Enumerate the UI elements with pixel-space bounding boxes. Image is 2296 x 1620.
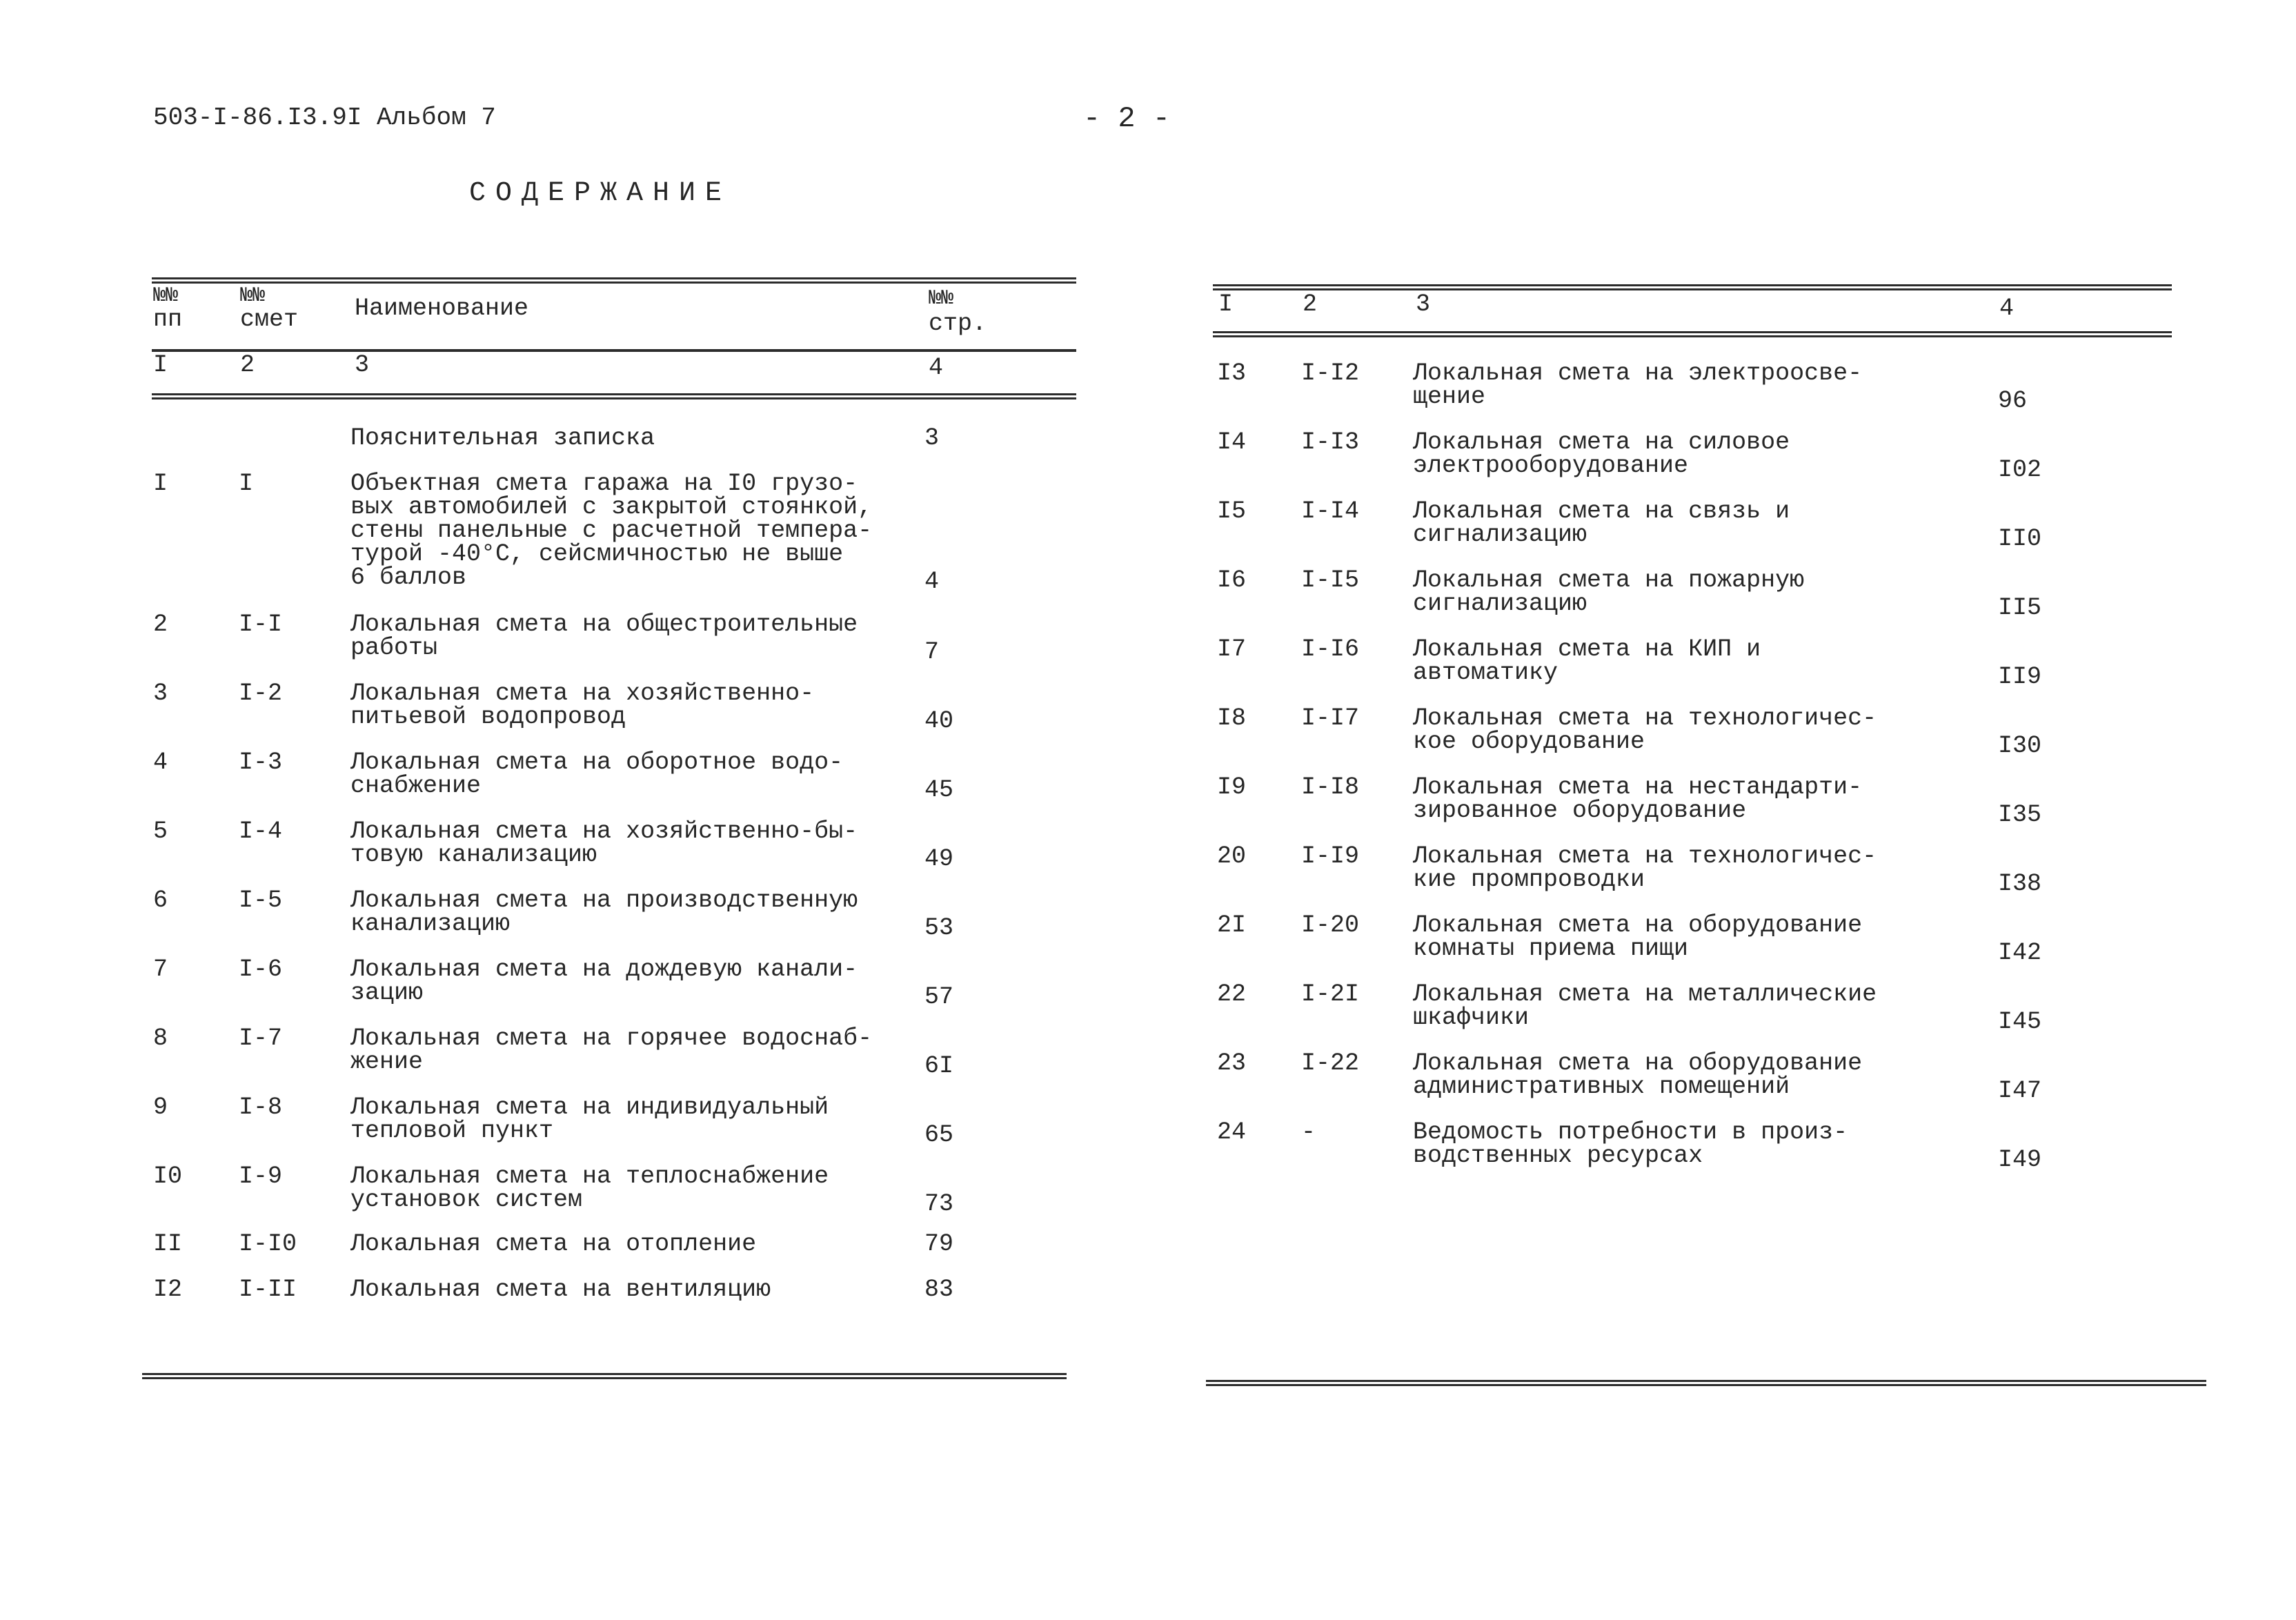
- page-ref: I30: [1998, 732, 2042, 760]
- page-ref: 73: [924, 1190, 954, 1218]
- item-name-line: Локальная смета на металлические: [1413, 980, 1877, 1008]
- row-number: 20: [1217, 842, 1247, 870]
- estimate-number: I: [239, 470, 254, 497]
- col-number-3: 3: [355, 351, 370, 379]
- item-name-line: Локальная смета на дождевую канали-: [350, 956, 858, 983]
- estimate-number: I-22: [1301, 1049, 1360, 1077]
- item-name-line: автоматику: [1413, 659, 1558, 686]
- item-name-line: Пояснительная записка: [350, 424, 655, 452]
- page-ref: 65: [924, 1121, 954, 1149]
- row-number: I7: [1217, 635, 1247, 663]
- item-name-line: шкафчики: [1413, 1004, 1530, 1031]
- item-name-line: Локальная смета на производственную: [350, 887, 858, 914]
- item-name-line: установок систем: [350, 1186, 583, 1214]
- col-number-2: 2: [240, 351, 255, 379]
- page-ref: 40: [924, 707, 954, 735]
- item-name-line: зацию: [350, 979, 424, 1007]
- estimate-number: I-I9: [1301, 842, 1360, 870]
- estimate-number: I-9: [239, 1163, 283, 1190]
- col-number-4: 4: [1999, 295, 2015, 322]
- item-name-line: Локальная смета на КИП и: [1413, 635, 1761, 663]
- col-number-rule: [1213, 331, 2172, 333]
- table-bottom-rule: [142, 1373, 1067, 1375]
- col-number-2: 2: [1303, 290, 1318, 318]
- item-name-line: Локальная смета на оборотное водо-: [350, 749, 844, 776]
- page-ref: 4: [924, 568, 940, 595]
- item-name-line: товую канализацию: [350, 841, 597, 869]
- item-name-line: кое оборудование: [1413, 728, 1645, 755]
- item-name-line: Локальная смета на технологичес-: [1413, 704, 1877, 732]
- item-name-line: 6 баллов: [350, 564, 467, 591]
- page-ref: 7: [924, 638, 940, 666]
- row-number: 9: [153, 1094, 168, 1121]
- header-smet: смет: [240, 306, 299, 333]
- row-number: I: [153, 470, 168, 497]
- item-name-line: Ведомость потребности в произ-: [1413, 1118, 1848, 1146]
- header-rule: [152, 349, 1076, 352]
- item-name-line: снабжение: [350, 772, 482, 800]
- header-page-mark: №№: [929, 287, 954, 310]
- page-ref: 96: [1998, 387, 2028, 415]
- item-name-line: Локальная смета на вентиляцию: [350, 1276, 771, 1303]
- row-number: I0: [153, 1163, 183, 1190]
- col-number-1: I: [153, 351, 168, 379]
- page-ref: II5: [1998, 594, 2042, 622]
- estimate-number: I-8: [239, 1094, 283, 1121]
- item-name-line: Локальная смета на связь и: [1413, 497, 1790, 525]
- estimate-number: I-I4: [1301, 497, 1360, 525]
- document-code: 503-I-86.I3.9I Альбом 7: [153, 103, 496, 132]
- page-title: СОДЕРЖАНИЕ: [469, 178, 732, 209]
- estimate-number: I-5: [239, 887, 283, 914]
- header-page: стр.: [929, 310, 987, 337]
- item-name-line: Локальная смета на хозяйственно-бы-: [350, 818, 858, 845]
- row-number: I8: [1217, 704, 1247, 732]
- estimate-number: I-I0: [239, 1230, 297, 1258]
- row-number: 24: [1217, 1118, 1247, 1146]
- page-ref: I47: [1998, 1077, 2042, 1105]
- header-pp: пп: [153, 306, 183, 333]
- page-ref: I38: [1998, 870, 2042, 898]
- item-name-line: турой -40°С, сейсмичностью не выше: [350, 540, 844, 568]
- estimate-number: I-3: [239, 749, 283, 776]
- estimate-number: I-I2: [1301, 359, 1360, 387]
- estimate-number: I-2: [239, 680, 283, 707]
- table-top-rule: [152, 277, 1076, 279]
- row-number: 5: [153, 818, 168, 845]
- page-ref: I35: [1998, 801, 2042, 829]
- row-number: 22: [1217, 980, 1247, 1008]
- col-number-4: 4: [929, 354, 944, 382]
- item-name-line: сигнализацию: [1413, 590, 1587, 618]
- page-ref: II0: [1998, 525, 2042, 553]
- estimate-number: I-4: [239, 818, 283, 845]
- estimate-number: I-I3: [1301, 428, 1360, 456]
- item-name-line: водственных ресурсах: [1413, 1142, 1703, 1169]
- row-number: 4: [153, 749, 168, 776]
- item-name-line: жение: [350, 1048, 424, 1076]
- page-ref: 57: [924, 983, 954, 1011]
- item-name-line: Локальная смета на теплоснабжение: [350, 1163, 829, 1190]
- page-ref: 3: [924, 424, 940, 452]
- item-name-line: Локальная смета на силовое: [1413, 428, 1790, 456]
- col-number-3: 3: [1416, 290, 1431, 318]
- row-number: 3: [153, 680, 168, 707]
- page-ref: 6I: [924, 1052, 954, 1080]
- row-number: I6: [1217, 566, 1247, 594]
- item-name-line: канализацию: [350, 910, 511, 938]
- row-number: 2I: [1217, 911, 1247, 939]
- col-number-rule: [152, 393, 1076, 395]
- estimate-number: I-2I: [1301, 980, 1360, 1008]
- item-name-line: Локальная смета на горячее водоснаб-: [350, 1025, 873, 1052]
- row-number: I9: [1217, 773, 1247, 801]
- item-name-line: щение: [1413, 383, 1486, 411]
- col-number-1: I: [1218, 290, 1234, 318]
- item-name-line: Локальная смета на пожарную: [1413, 566, 1805, 594]
- estimate-number: I-I7: [1301, 704, 1360, 732]
- item-name-line: питьевой водопровод: [350, 703, 626, 731]
- header-pp-mark: №№: [153, 284, 179, 308]
- estimate-number: I-I: [239, 611, 283, 638]
- item-name-line: Локальная смета на индивидуальный: [350, 1094, 829, 1121]
- row-number: I3: [1217, 359, 1247, 387]
- page-ref: II9: [1998, 663, 2042, 691]
- row-number: I5: [1217, 497, 1247, 525]
- item-name-line: Локальная смета на общестроительные: [350, 611, 858, 638]
- row-number: 2: [153, 611, 168, 638]
- page-ref: I02: [1998, 456, 2042, 484]
- item-name-line: кие промпроводки: [1413, 866, 1645, 893]
- item-name-line: Локальная смета на оборудование: [1413, 911, 1863, 939]
- item-name-line: зированное оборудование: [1413, 797, 1747, 824]
- estimate-number: I-20: [1301, 911, 1360, 939]
- item-name-line: сигнализацию: [1413, 521, 1587, 549]
- item-name-line: тепловой пункт: [350, 1117, 554, 1145]
- item-name-line: стены панельные с расчетной темпера-: [350, 517, 873, 544]
- item-name-line: электрооборудование: [1413, 452, 1689, 480]
- table-bottom-rule: [1206, 1380, 2206, 1382]
- page-ref: I45: [1998, 1008, 2042, 1036]
- estimate-number: -: [1301, 1118, 1316, 1146]
- item-name-line: Локальная смета на нестандарти-: [1413, 773, 1863, 801]
- estimate-number: I-II: [239, 1276, 297, 1303]
- page-ref: 83: [924, 1276, 954, 1303]
- estimate-number: I-I8: [1301, 773, 1360, 801]
- page-ref: 53: [924, 914, 954, 942]
- page-ref: 79: [924, 1230, 954, 1258]
- item-name-line: Объектная смета гаража на I0 грузо-: [350, 470, 858, 497]
- page-ref: 45: [924, 776, 954, 804]
- header-name: Наименование: [355, 295, 529, 322]
- table-top-rule: [1213, 284, 2172, 286]
- item-name-line: комнаты приема пищи: [1413, 935, 1689, 962]
- estimate-number: I-I5: [1301, 566, 1360, 594]
- header-smet-mark: №№: [240, 284, 266, 308]
- row-number: I4: [1217, 428, 1247, 456]
- row-number: I2: [153, 1276, 183, 1303]
- page-ref: 49: [924, 845, 954, 873]
- item-name-line: Локальная смета на оборудование: [1413, 1049, 1863, 1077]
- item-name-line: Локальная смета на технологичес-: [1413, 842, 1877, 870]
- item-name-line: Локальная смета на хозяйственно-: [350, 680, 815, 707]
- row-number: 23: [1217, 1049, 1247, 1077]
- item-name-line: вых автомобилей с закрытой стоянкой,: [350, 493, 873, 521]
- row-number: 7: [153, 956, 168, 983]
- estimate-number: I-6: [239, 956, 283, 983]
- page-ref: I42: [1998, 939, 2042, 967]
- item-name-line: Локальная смета на отопление: [350, 1230, 757, 1258]
- row-number: 8: [153, 1025, 168, 1052]
- row-number: 6: [153, 887, 168, 914]
- page-ref: I49: [1998, 1146, 2042, 1174]
- row-number: II: [153, 1230, 183, 1258]
- item-name-line: административных помещений: [1413, 1073, 1790, 1100]
- estimate-number: I-7: [239, 1025, 283, 1052]
- item-name-line: Локальная смета на электроосве-: [1413, 359, 1863, 387]
- item-name-line: работы: [350, 634, 438, 662]
- estimate-number: I-I6: [1301, 635, 1360, 663]
- page-number: - 2 -: [1083, 102, 1171, 135]
